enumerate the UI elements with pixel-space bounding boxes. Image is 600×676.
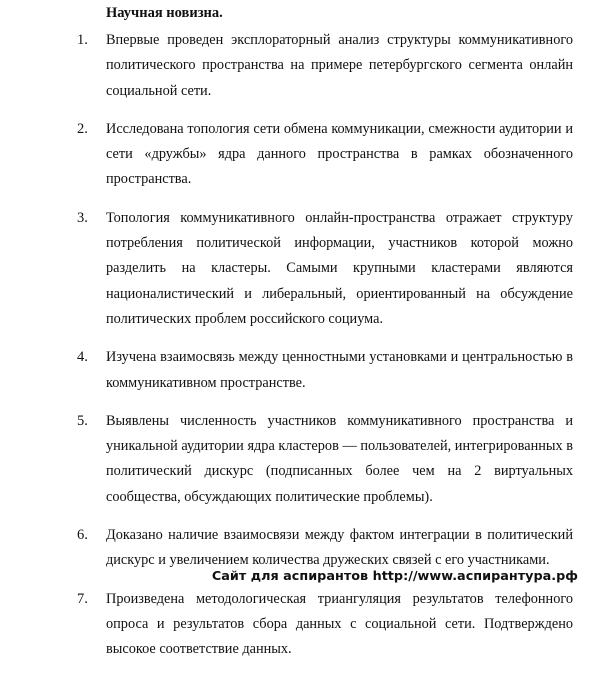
list-item-text: Изучена взаимосвязь между ценностными установками и центральностью в коммуникативном пространстве. xyxy=(106,349,573,391)
list-item xyxy=(0,117,600,193)
list-item-number: 2. xyxy=(77,120,88,137)
list-item-number: 4. xyxy=(77,349,88,366)
list-item-text: Доказано наличие взаимосвязи между фактом интеграции в политический дискурс и увеличением количества дружеских связей с его участниками. xyxy=(106,527,573,569)
list-item xyxy=(0,28,600,104)
list-item-number: 1. xyxy=(77,32,88,48)
list-item-number: 7. xyxy=(77,590,88,607)
list-item xyxy=(0,587,600,663)
site-watermark-text: Сайт для аспирантов http://www.аспирантура.рф xyxy=(211,569,578,584)
section-heading: Научная новизна. xyxy=(106,5,223,21)
list-item xyxy=(0,523,600,574)
list-item xyxy=(0,345,600,396)
list-item-number: 6. xyxy=(77,527,88,544)
list-item xyxy=(0,409,600,510)
list-item xyxy=(0,206,600,332)
list-item-number: 5. xyxy=(77,412,88,429)
list-item-text: Выявлены численность участников коммуникативного пространства и уникальной аудитории ядра кластеров — пользователей, интегрированных в политический дискурс (подписанных более чем на 2 виртуальных сообщества, обсуждающих политические проблемы). xyxy=(106,412,573,505)
list-item-text: Впервые проведен эксплораторный анализ структуры коммуникативного политического пространства на примере петербургского сегмента онлайн социальной сети. xyxy=(106,32,573,99)
list-item-text: Исследована топология сети обмена коммуникации, смежности аудитории и сети «дружбы» ядра данного пространства в рамках обозначенного пространства. xyxy=(106,120,573,188)
list-item-text: Произведена методологическая триангуляция результатов телефонного опроса и результатов сбора данных с социальной сети. Подтверждено высокое соответствие данных. xyxy=(106,590,573,658)
list-item-number: 3. xyxy=(77,209,88,226)
list-item-text: Топология коммуникативного онлайн-пространства отражает структуру потребления политической информации, участников которой можно разделить на кластеры. Самыми крупными кластерами являются националистический и либеральный, ориентированный на обсуждение политических проблем российского социума. xyxy=(106,209,573,327)
